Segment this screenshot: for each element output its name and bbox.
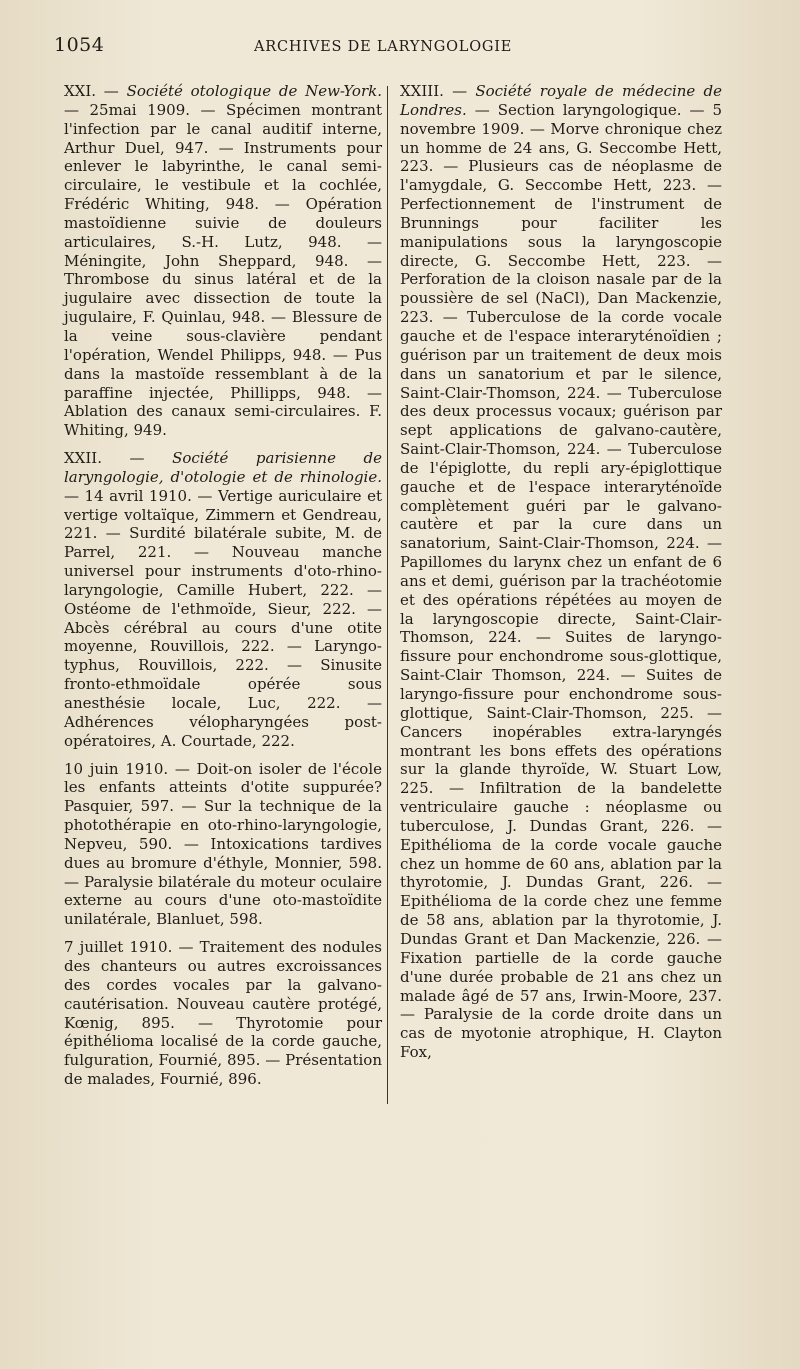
entry-number: XXI. — <box>64 82 127 100</box>
entry-7-juillet <box>64 938 382 1089</box>
entry-xxii <box>64 449 382 751</box>
society-name: Société parisienne de laryngologie, d'otologie et de rhinologie. <box>64 449 382 486</box>
entry-10-juin <box>64 760 382 930</box>
entry-text: 10 juin 1910. — Doit-on isoler de l'école les enfants atteints d'otite suppurée? Pasquier, 597. — Sur la technique de la photothérapie en oto-rhino-laryngologie, Nepveu, 590. — Intoxications tardives dues au bromure d'éthyle, Monnier, 598. — Paralysie bilatérale du moteur oculaire externe au cours d'une oto-mastoïdite unilatérale, Blanluet, 598. <box>64 759 382 929</box>
right-column <box>400 82 722 1071</box>
left-column <box>64 82 382 1098</box>
page-header <box>54 34 754 68</box>
entry-text: — 14 avril 1910. — Vertige auriculaire et vertige voltaïque, Zimmern et Gendreau, 221. — Surdité bilatérale subite, M. de Parrel, 221. — Nouveau manche universel pour instruments d'oto-rhino-laryngologie, Camille Hubert, 222. — Ostéome de l'ethmoïde, Sieur, 222. — Abcès cérébral au cours d'une otite moyenne, Rouvillois, 222. — Laryngo-typhus, Rouvillois, 222. — Sinusite fronto-ethmoïdale opérée sous anesthésie locale, Luc, 222. — Adhérences vélopharyngées post-opératoires, A. Courtade, 222. <box>64 486 382 750</box>
society-name: Société royale de médecine de Londres. <box>400 82 722 119</box>
running-title: ARCHIVES DE LARYNGOLOGIE <box>254 39 513 55</box>
entry-xxi <box>64 82 382 440</box>
entry-text: 7 juillet 1910. — Traitement des nodules des chanteurs ou autres excroissances des cordes vocales par la galvano-cautérisation. Nouveau cautère protégé, Kœnig, 895. — Thyrotomie pour épithélioma localisé de la corde gauche, fulguration, Fournié, 895. — Présentation de malades, Fournié, 896. <box>64 938 382 1089</box>
entry-text: — 25mai 1909. — Spécimen montrant l'infection par le canal auditif interne, Arthur Duel, 947. — Instruments pour enlever le labyrinthe, le canal semi-circulaire, le vestibule et la cochlée, Frédéric Whiting, 948. — Opération mastoïdienne suivie de douleurs articulaires, S.-H. Lutz, 948. — Méningite, John Sheppard, 948. — Thrombose du sinus latéral et de la jugulaire avec dissection de toute la jugulaire, F. Quinlau, 948. — Blessure de la veine sous-clavière pendant l'opération, Wendel Philipps, 948. — Pus dans la mastoïde ressemblant à de la paraffine injectée, Phillipps, 948. — Ablation des canaux semi-circulaires. F. Whiting, 949. <box>64 100 382 440</box>
society-name: Société otologique de New-York. <box>126 82 382 100</box>
entry-number: XXII. — <box>64 449 173 468</box>
column-divider <box>387 86 388 1104</box>
entry-number: XXIII. — <box>400 82 476 100</box>
page-number: 1054 <box>54 34 105 56</box>
entry-text: — Section laryngologique. — 5 novembre 1909. — Morve chronique chez un homme de 24 ans, G. Seccombe Hett, 223. — Plusieurs cas de néoplasme de l'amygdale, G. Seccombe Hett, 223. — Perfectionnement de l'instrument de Brunnings pour faciliter les manipulations sous la laryngoscopie directe, G. Seccombe Hett, 223. — Perforation de la cloison nasale par de la poussière de sel (NaCl), Dan Mackenzie, 223. — Tuberculose de la corde vocale gauche et de l'espace interaryténoïdien ; guérison par un traitement de deux mois dans un sanatorium et par le silence, Saint-Clair-Thomson, 224. — Tuberculose des deux processus vocaux; guérison par sept applications de galvano-cautère, Saint-Clair-Thomson, 224. — Tuberculose de l'épiglotte, du repli ary-épiglottique gauche et de l'espace interaryténoïde complètement guéri par le galvano-cautère et par la cure dans un sanatorium, Saint-Clair-Thomson, 224. — Papillomes du larynx chez un enfant de 6 ans et demi, guérison par la trachéotomie et des opérations répétées au moyen de la laryngoscopie directe, Saint-Clair-Thomson, 224. — Suites de laryngo-fissure pour enchondrome sous-glottique, Saint-Clair Thomson, 224. — Suites de laryngo-fissure pour enchondrome sous-glottique, Saint-Clair-Thomson, 225. — Cancers inopérables extra-laryngés montrant les bons effets des opérations sur la glande thyroïde, W. Stuart Low, 225. — Infiltration de la bandelette ventriculaire gauche : néoplasme ou tuberculose, J. Dundas Grant, 226. — Epithélioma de la corde vocale gauche chez un homme de 60 ans, ablation par la thyrotomie, J. Dundas Grant, 226. — Epithélioma de la corde chez une femme de 58 ans, ablation par la thyrotomie, J. Dundas Grant et Dan Mackenzie, 226. — Fixation partielle de la corde gauche d'une durée probable de 21 ans chez un malade âgé de 57 ans, Irwin-Moore, 237. — Paralysie de la corde droite dans un cas de myotonie atrophique, H. Clayton Fox, <box>400 100 722 1062</box>
entry-xxiii <box>400 82 722 1062</box>
